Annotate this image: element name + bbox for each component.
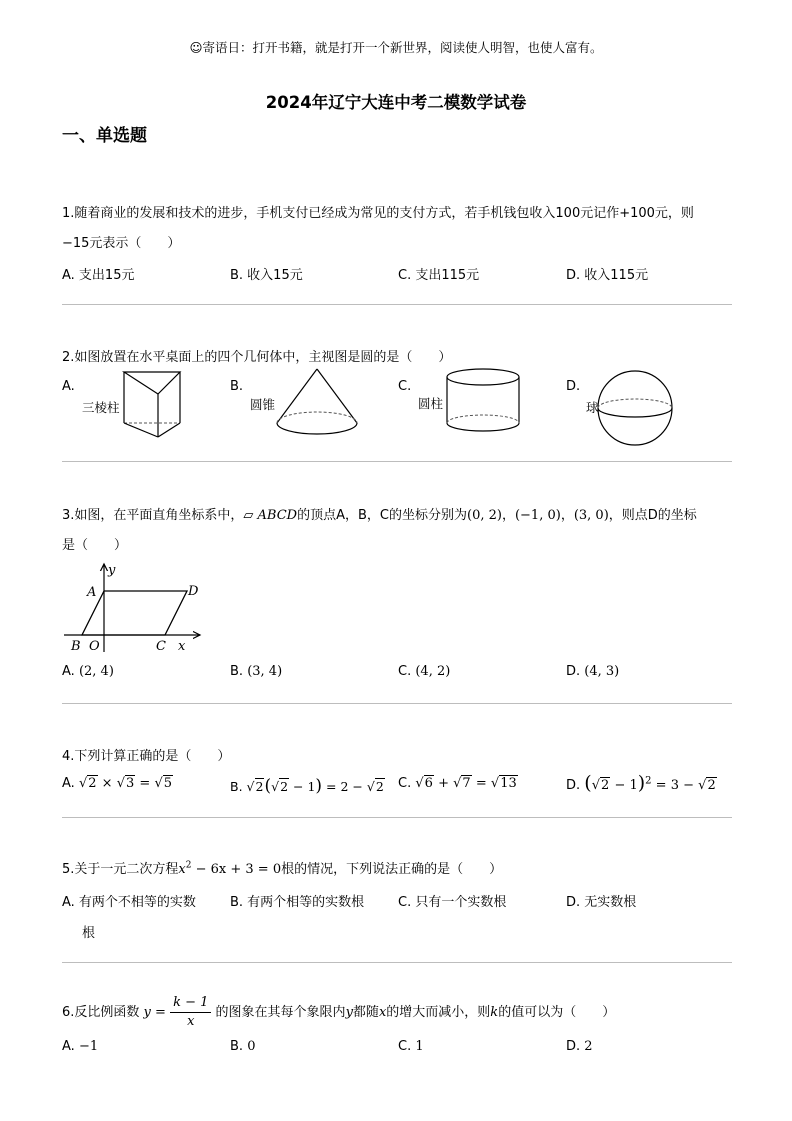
divider: [62, 817, 732, 818]
q1-option-b[interactable]: B. 收入15元: [230, 268, 303, 283]
triangular-prism-figure: [118, 368, 188, 440]
q3-option-d[interactable]: D. (4, 3): [566, 664, 620, 679]
q3-option-b[interactable]: B. (3, 4): [230, 664, 283, 679]
page-title: 2024年辽宁大连中考二模数学试卷: [265, 93, 527, 112]
q6-option-c[interactable]: C. 1: [398, 1039, 424, 1054]
divider: [62, 703, 732, 704]
q1-stem-line1: 1.随着商业的发展和技术的进步，手机支付已经成为常见的支付方式，若手机钱包收入100元记作+100元，则: [62, 206, 694, 221]
q2-label-sphere: 球: [586, 400, 599, 415]
q5-option-b[interactable]: B. 有两个相等的实数根: [230, 895, 365, 910]
q6-option-d[interactable]: D. 2: [566, 1039, 593, 1054]
divider: [62, 461, 732, 462]
q2-option-b[interactable]: B.: [230, 379, 244, 394]
label-a: A: [87, 585, 97, 600]
q4-option-a[interactable]: A. √2 × √3 = √5: [62, 776, 173, 791]
parallelogram-coordinate-figure: [60, 560, 210, 655]
q5-option-d[interactable]: D. 无实数根: [566, 895, 637, 910]
section-title: 一、单选题: [62, 126, 147, 146]
q4-option-d[interactable]: D. $(√2 - 1)^2 = 3 - √2$: [566, 772, 716, 794]
q2-option-d[interactable]: D.: [566, 379, 581, 394]
q5-option-a-wrap: 根: [82, 926, 96, 941]
q2-option-c[interactable]: C.: [398, 379, 412, 394]
q3-option-a[interactable]: A. (2, 4): [62, 664, 114, 679]
label-y: y: [108, 563, 116, 578]
fraction: $\frac{k - 1}{x}$: [170, 994, 211, 1031]
divider: [62, 962, 732, 963]
q6-stem: 6.反比例函数 y = $\frac{k - 1}{x}$ 的图象在其每个象限内y都随x的增大而减小，则k的值可以为（ ）: [62, 995, 616, 1029]
label-b: B: [71, 639, 81, 654]
q2-label-prism: 三棱柱: [82, 400, 120, 415]
label-c: C: [156, 639, 166, 654]
cone-figure: [274, 366, 360, 438]
q1-option-d[interactable]: D. 收入115元: [566, 268, 649, 283]
q5-option-c[interactable]: C. 只有一个实数根: [398, 895, 507, 910]
q5-option-a[interactable]: A. 有两个不相等的实数: [62, 895, 196, 910]
q5-stem: 5.关于一元二次方程$x^2 - 6x + 3 = 0$根的情况，下列说法正确的是（ ）: [62, 860, 503, 877]
q4-stem: 4.下列计算正确的是（ ）: [62, 749, 231, 764]
label-x: x: [178, 639, 186, 654]
q4-option-b[interactable]: B. √2(√2 − 1) = 2 − √2: [230, 776, 384, 796]
q3-stem-line2: 是（ ）: [62, 538, 128, 553]
label-d: D: [188, 584, 199, 599]
q2-option-a[interactable]: A.: [62, 379, 75, 394]
q2-label-cone: 圆锥: [250, 397, 276, 412]
q6-option-b[interactable]: B. 0: [230, 1039, 256, 1054]
divider: [62, 304, 732, 305]
q2-label-cylinder: 圆柱: [418, 396, 444, 411]
q3-stem-line1: 3.如图，在平面直角坐标系中，▱ ABCD的顶点A，B，C的坐标分别为(0, 2)，(−1, 0)，(3, 0)，则点D的坐标: [62, 508, 697, 523]
q2-stem: 2.如图放置在水平桌面上的四个几何体中，主视图是圆的是（ ）: [62, 350, 452, 365]
q6-option-a[interactable]: A. −1: [62, 1039, 99, 1054]
q1-option-a[interactable]: A. 支出15元: [62, 268, 135, 283]
cylinder-figure: [443, 366, 523, 436]
q1-option-c[interactable]: C. 支出115元: [398, 268, 480, 283]
q3-option-c[interactable]: C. (4, 2): [398, 664, 451, 679]
motto: ☺寄语日：打开书籍，就是打开一个新世界，阅读使人明智，也使人富有。: [189, 40, 603, 55]
label-o: O: [89, 639, 100, 654]
sphere-figure: [595, 368, 675, 448]
q4-option-c[interactable]: C. √6 + √7 = √13: [398, 776, 517, 791]
q1-stem-line2: −15元表示（ ）: [62, 236, 181, 251]
